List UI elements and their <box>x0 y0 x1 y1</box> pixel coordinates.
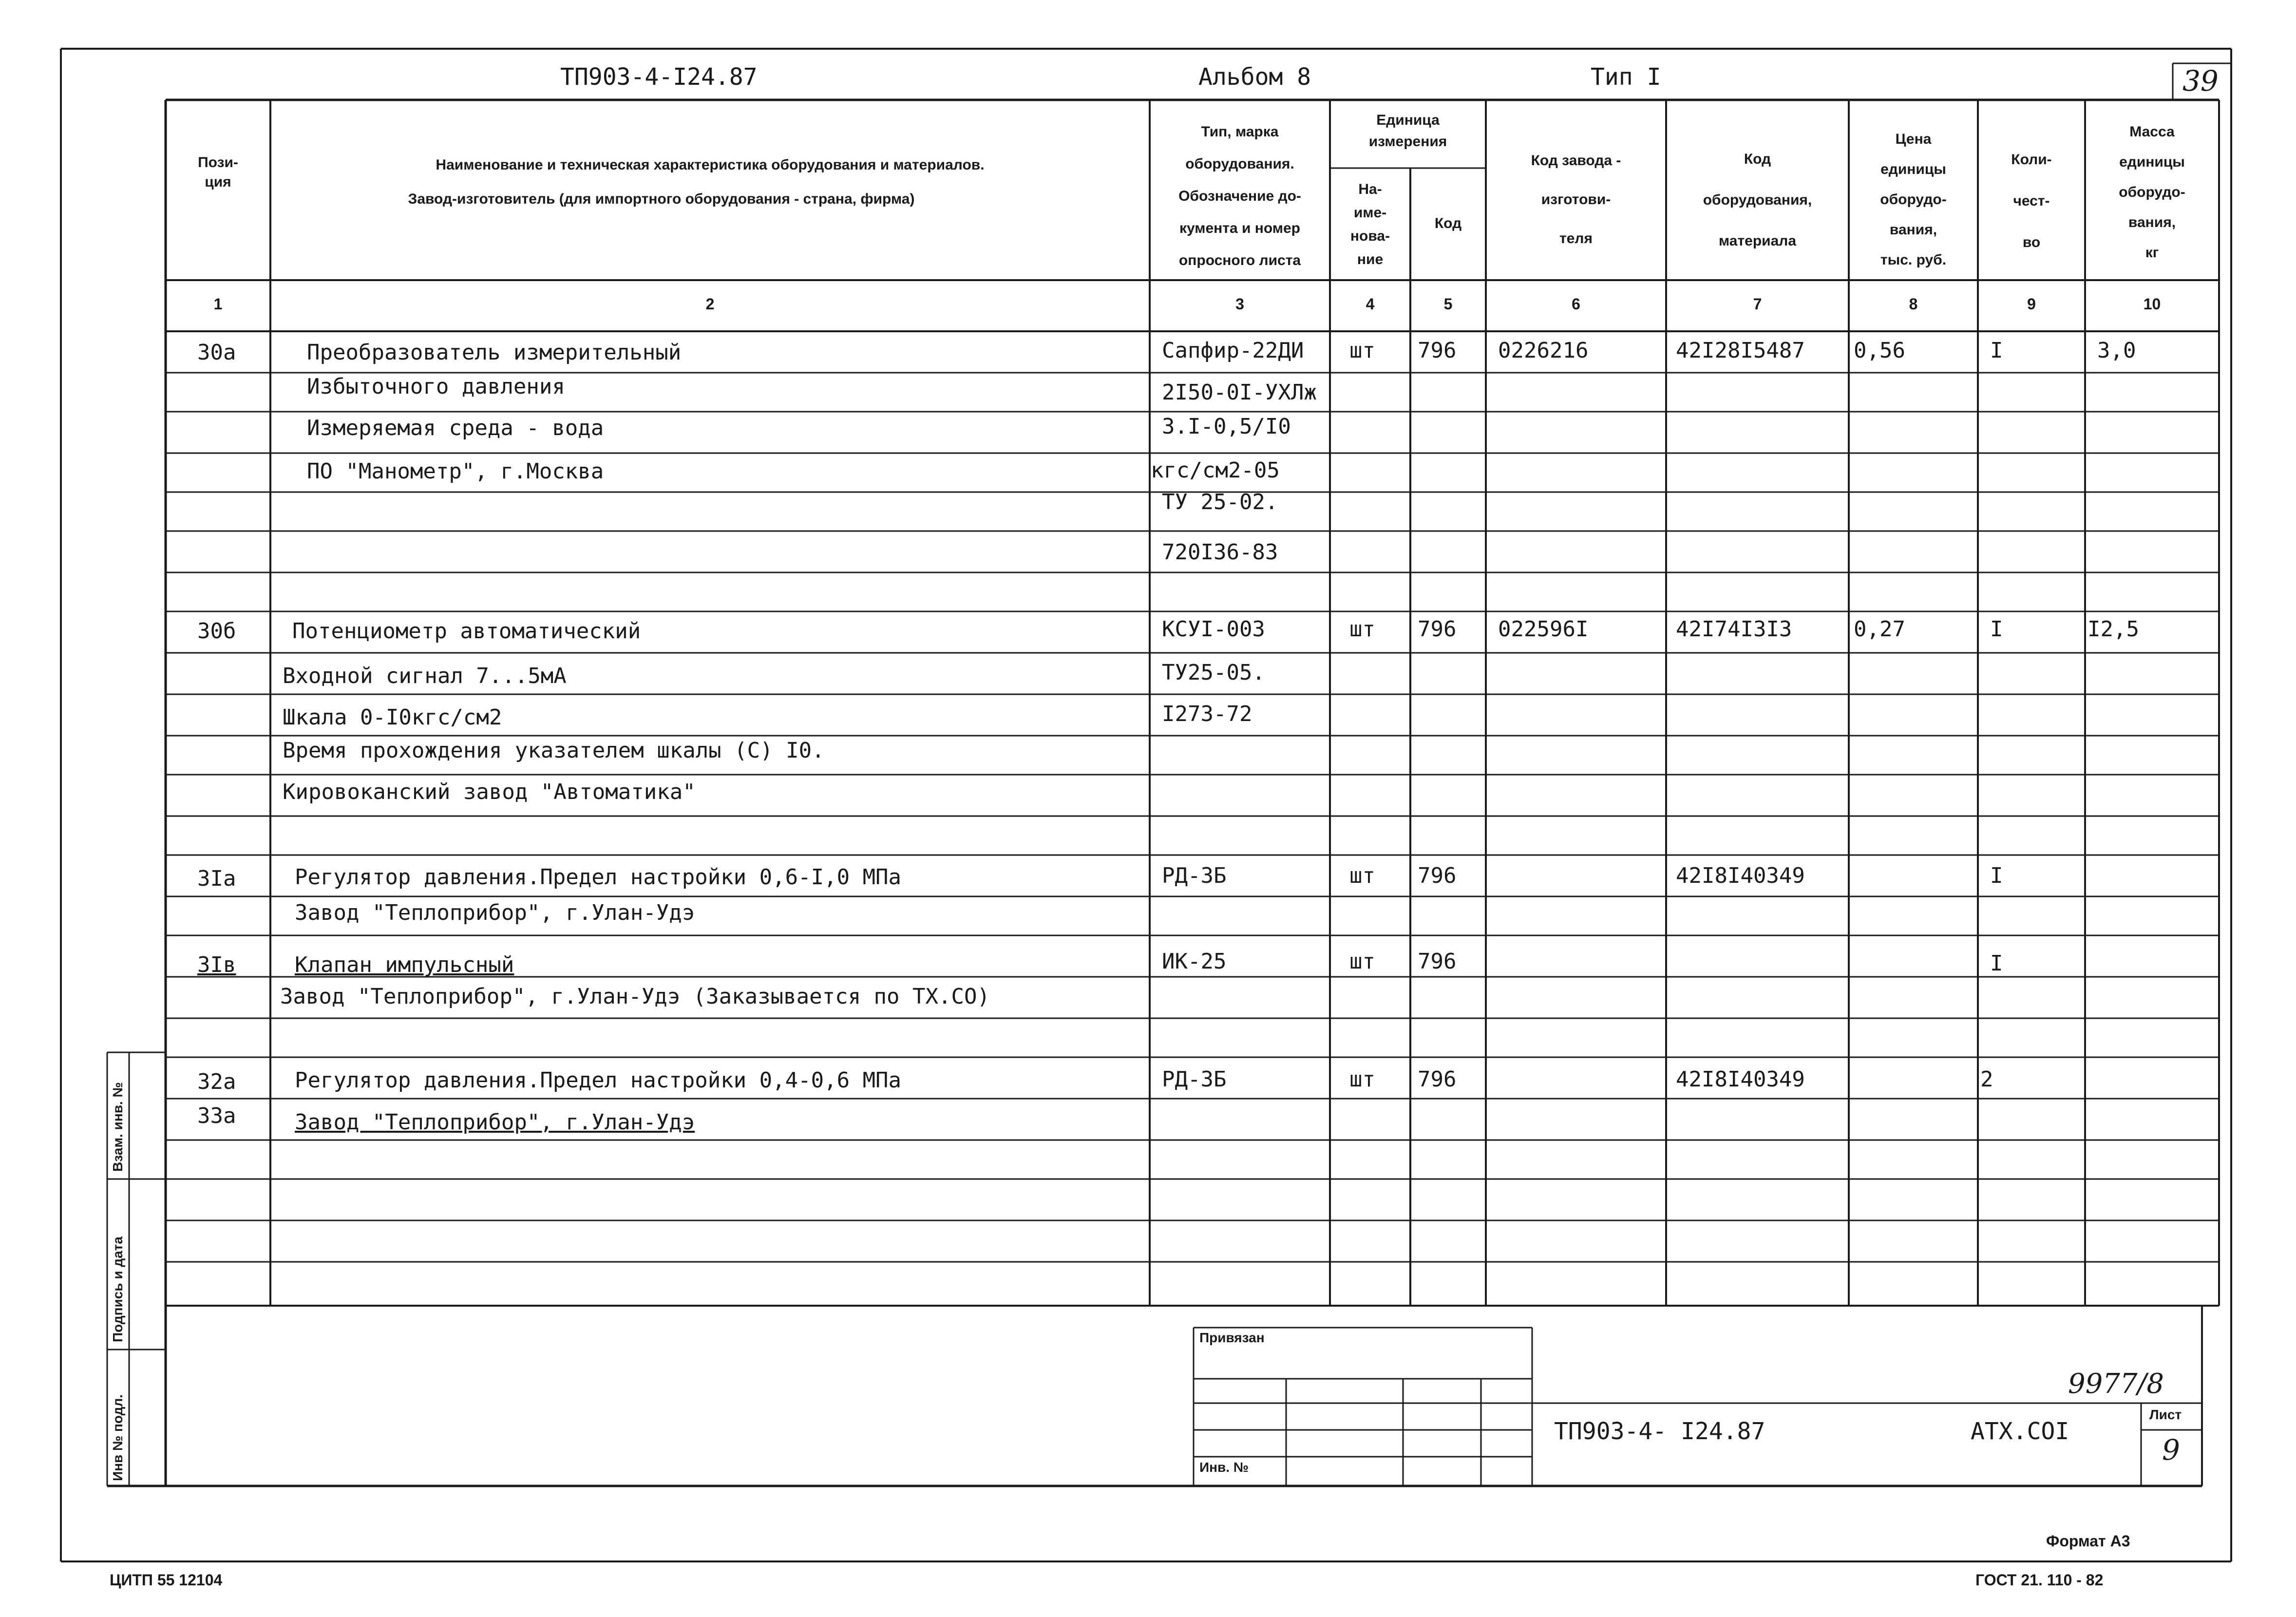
side-inv-podl-label: Инв № подл. <box>110 1394 125 1481</box>
col-header-unit-group <box>1330 110 1486 152</box>
col-header-qty <box>1978 139 2085 263</box>
row-unit-code: 796 <box>1418 1067 1457 1092</box>
col-header-unit-name <box>1330 178 1410 271</box>
col-header-line: измерения <box>1368 133 1447 150</box>
row-type: РД-3Б <box>1162 1067 1227 1092</box>
row-name: Шкала 0-I0кгс/см2 <box>283 705 502 730</box>
row-unit: шт <box>1349 863 1375 888</box>
col-header-line: Масса <box>2129 124 2175 140</box>
col-number: 7 <box>1753 295 1762 313</box>
row-name: Потенциометр автоматический <box>292 619 641 644</box>
col-number: 9 <box>2027 295 2036 313</box>
row-unit-code: 796 <box>1418 338 1457 363</box>
row-name: Регулятор давления.Предел настройки 0,6-I,0 МПа <box>295 865 902 890</box>
col-header-line: кумента и номер <box>1179 220 1301 236</box>
col-header-line: Единица <box>1376 112 1440 128</box>
row-type: 720I36-83 <box>1162 540 1278 565</box>
col-header-line: ция <box>205 174 231 190</box>
row-type: 3.I-0,5/I0 <box>1162 414 1291 439</box>
col-header-line: нова- <box>1350 228 1390 244</box>
row-name: Завод "Теплоприбор", г.Улан-Удэ <box>295 1110 695 1135</box>
row-type: 2I50-0I-УХЛж <box>1162 380 1317 405</box>
row-qty: I <box>1990 617 2003 642</box>
col-header-line: Наименование и техническая характеристика оборудования и материалов. <box>436 157 985 173</box>
col-header-line: оборудования. <box>1185 156 1294 172</box>
col-header-mass <box>2085 117 2219 268</box>
col-header-line: во <box>2022 234 2041 250</box>
side-vzam-label: Взам. инв. № <box>110 1082 125 1172</box>
col-number: 5 <box>1443 295 1453 313</box>
col-header-line: кг <box>2145 245 2159 261</box>
stamp-attached-label: Привязан <box>1199 1330 1265 1345</box>
row-type: I273-72 <box>1162 702 1252 726</box>
row-qty: 2 <box>1980 1067 1993 1092</box>
footer-org: ЦИТП 55 12104 <box>110 1571 223 1589</box>
col-number: 4 <box>1366 295 1375 313</box>
side-signature-label: Подпись и дата <box>110 1237 125 1342</box>
col-header-line: оборудо- <box>1880 191 1947 208</box>
row-position: 3Iа <box>197 866 236 891</box>
page-number: 39 <box>2182 64 2219 97</box>
row-position: 30б <box>197 619 236 644</box>
col-header-line: материала <box>1718 233 1797 249</box>
col-header-line: Тип, марка <box>1201 124 1279 140</box>
col-header-position <box>166 149 270 196</box>
row-name: Избыточного давления <box>307 374 565 399</box>
col-number: 2 <box>705 295 715 313</box>
row-name: Завод "Теплоприбор", г.Улан-Удэ (Заказывается по ТХ.СО) <box>280 984 990 1009</box>
col-header-line: оборудо- <box>2119 184 2185 200</box>
col-header-price <box>1849 124 1978 275</box>
col-header-line: вания, <box>1889 222 1937 238</box>
row-name: Преобразователь измерительный <box>307 340 682 365</box>
row-type: РД-3Б <box>1162 863 1227 888</box>
col-header-line: опросного листа <box>1178 252 1301 268</box>
col-header-maker-code <box>1486 141 1666 258</box>
row-position: 30а <box>197 340 236 365</box>
row-unit-code: 796 <box>1418 617 1457 642</box>
col-header-line: единицы <box>2119 154 2185 170</box>
row-maker-code: 022596I <box>1498 617 1589 642</box>
row-name: Измеряемая среда - вода <box>307 416 604 440</box>
col-header-line: Завод-изготовитель (для импортного оборудования - страна, фирма) <box>408 191 915 207</box>
col-header-line: Код завода - <box>1531 152 1621 169</box>
col-header-line: име- <box>1353 205 1387 221</box>
row-equip-code: 42I8I40349 <box>1676 1067 1805 1092</box>
col-header-line: Обозначение до- <box>1178 188 1301 204</box>
row-type: Сапфир-22ДИ <box>1162 338 1304 363</box>
row-mass: I2,5 <box>2087 617 2139 642</box>
row-equip-code: 42I8I40349 <box>1676 863 1805 888</box>
col-header-line: изготови- <box>1541 191 1611 208</box>
row-name: Клапан импульсный <box>295 952 514 977</box>
row-name: Завод "Теплоприбор", г.Улан-Удэ <box>295 900 695 925</box>
doc-code-top: ТП903-4-I24.87 <box>560 63 758 91</box>
col-header-line: теля <box>1559 230 1593 247</box>
stamp-doc-code: ТП903-4- I24.87 <box>1554 1418 1765 1445</box>
col-header-unit-code: Код <box>1434 215 1462 231</box>
col-header-line: Код <box>1744 151 1771 167</box>
row-type: кгс/см2-05 <box>1151 458 1280 483</box>
stamp-sheet-number: 9 <box>2162 1433 2180 1466</box>
row-name: Время прохождения указателем шкалы (С) I0. <box>283 738 825 763</box>
row-unit-code: 796 <box>1418 949 1457 974</box>
col-header-line: ние <box>1357 251 1384 267</box>
col-number: 3 <box>1235 295 1244 313</box>
row-qty: I <box>1990 863 2003 888</box>
col-header-line: единицы <box>1880 161 1946 177</box>
stamp-sheet-code: АТХ.СОI <box>1971 1418 2069 1445</box>
col-number: 8 <box>1909 295 1918 313</box>
row-name: Регулятор давления.Предел настройки 0,4-0,6 МПа <box>295 1068 902 1093</box>
row-unit: шт <box>1349 338 1375 363</box>
col-header-line: Цена <box>1895 131 1932 147</box>
col-header-equip-code <box>1666 139 1849 262</box>
col-header-line: вания, <box>2128 214 2176 230</box>
row-type: КСУI-003 <box>1162 617 1265 642</box>
footer-format: Формат А3 <box>2046 1532 2130 1550</box>
row-maker-code: 0226216 <box>1498 338 1589 363</box>
col-number: 6 <box>1572 295 1580 313</box>
col-number: 10 <box>2143 295 2161 313</box>
album-label: Альбом 8 <box>1198 63 1311 91</box>
row-type: ИК-25 <box>1162 949 1227 974</box>
row-position: 3Iв <box>197 952 236 977</box>
type-label: Тип I <box>1591 63 1661 91</box>
row-position: 32а <box>197 1069 236 1094</box>
row-qty: I <box>1990 338 2003 363</box>
row-type: ТУ25-05. <box>1162 660 1265 685</box>
col-header-name <box>270 141 1150 223</box>
row-equip-code: 42I28I5487 <box>1676 338 1805 363</box>
row-unit: шт <box>1349 949 1375 974</box>
footer-gost: ГОСТ 21. 110 - 82 <box>1975 1571 2104 1589</box>
row-unit-code: 796 <box>1418 863 1457 888</box>
col-header-line: На- <box>1358 181 1382 197</box>
col-header-line: Коли- <box>2011 152 2052 168</box>
row-name: Входной сигнал 7...5мА <box>283 664 567 688</box>
row-qty: I <box>1990 951 2003 976</box>
row-position: 33а <box>197 1103 236 1128</box>
row-unit: шт <box>1349 617 1375 642</box>
row-equip-code: 42I74I3I3 <box>1676 617 1792 642</box>
row-name: Кировоканский завод "Автоматика" <box>283 780 696 804</box>
row-name: ПО "Манометр", г.Москва <box>307 459 604 484</box>
row-price: 0,56 <box>1854 338 1905 363</box>
stamp-sheet-label: Лист <box>2149 1407 2182 1422</box>
col-header-type <box>1151 116 1329 277</box>
row-price: 0,27 <box>1854 617 1905 642</box>
order-number: 9977/8 <box>2068 1368 2164 1400</box>
row-type: ТУ 25-02. <box>1162 490 1278 514</box>
col-number: 1 <box>213 295 223 313</box>
col-header-line: тыс. руб. <box>1880 252 1947 268</box>
col-header-line: оборудования, <box>1703 192 1812 208</box>
row-unit: шт <box>1349 1067 1375 1092</box>
row-mass: 3,0 <box>2097 338 2136 363</box>
stamp-inv-label: Инв. № <box>1199 1460 1249 1475</box>
col-header-line: чест- <box>2013 193 2050 209</box>
col-header-line: Пози- <box>198 154 238 171</box>
